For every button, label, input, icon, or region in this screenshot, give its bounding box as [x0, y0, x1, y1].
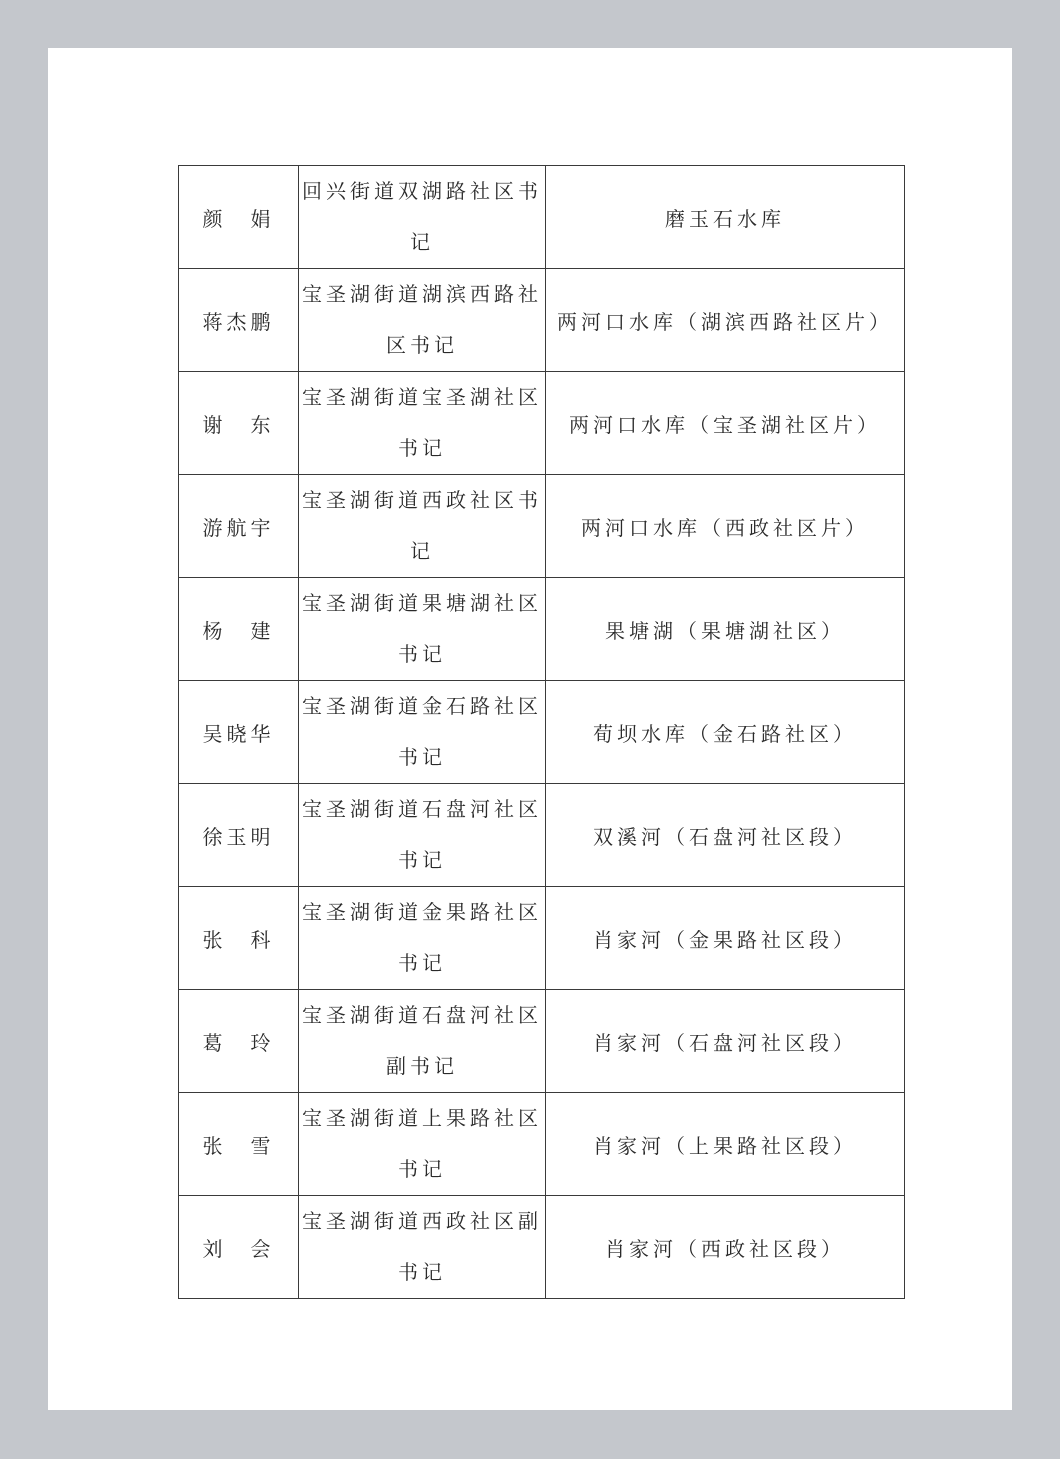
position-cell: 宝圣湖街道西政社区副书记	[299, 1196, 546, 1299]
river-chief-table	[178, 165, 905, 1299]
name-cell: 吴晓华	[179, 681, 299, 784]
table-row	[179, 578, 905, 681]
name-cell: 游航宇	[179, 475, 299, 578]
table-row	[179, 681, 905, 784]
position-cell: 宝圣湖街道果塘湖社区书记	[299, 578, 546, 681]
water-body-cell: 果塘湖（果塘湖社区）	[546, 578, 905, 681]
name-cell: 葛 玲	[179, 990, 299, 1093]
document-page	[48, 48, 1012, 1410]
name-cell: 杨 建	[179, 578, 299, 681]
water-body-cell: 双溪河（石盘河社区段）	[546, 784, 905, 887]
water-body-cell: 两河口水库（西政社区片）	[546, 475, 905, 578]
name-cell: 徐玉明	[179, 784, 299, 887]
table-row	[179, 475, 905, 578]
table-row	[179, 269, 905, 372]
table-row	[179, 1093, 905, 1196]
position-cell: 宝圣湖街道西政社区书记	[299, 475, 546, 578]
position-cell: 回兴街道双湖路社区书记	[299, 166, 546, 269]
name-cell: 张 雪	[179, 1093, 299, 1196]
water-body-cell: 荀坝水库（金石路社区）	[546, 681, 905, 784]
water-body-cell: 肖家河（上果路社区段）	[546, 1093, 905, 1196]
water-body-cell: 磨玉石水库	[546, 166, 905, 269]
table-row	[179, 166, 905, 269]
name-cell: 颜 娟	[179, 166, 299, 269]
name-cell: 谢 东	[179, 372, 299, 475]
table-row	[179, 372, 905, 475]
water-body-cell: 两河口水库（湖滨西路社区片）	[546, 269, 905, 372]
name-cell: 蒋杰鹏	[179, 269, 299, 372]
position-cell: 宝圣湖街道金果路社区书记	[299, 887, 546, 990]
table-row	[179, 887, 905, 990]
name-cell: 张 科	[179, 887, 299, 990]
position-cell: 宝圣湖街道湖滨西路社区书记	[299, 269, 546, 372]
table-row	[179, 784, 905, 887]
water-body-cell: 肖家河（石盘河社区段）	[546, 990, 905, 1093]
table-row	[179, 1196, 905, 1299]
position-cell: 宝圣湖街道石盘河社区副书记	[299, 990, 546, 1093]
position-cell: 宝圣湖街道金石路社区书记	[299, 681, 546, 784]
position-cell: 宝圣湖街道宝圣湖社区书记	[299, 372, 546, 475]
water-body-cell: 两河口水库（宝圣湖社区片）	[546, 372, 905, 475]
water-body-cell: 肖家河（西政社区段）	[546, 1196, 905, 1299]
position-cell: 宝圣湖街道上果路社区书记	[299, 1093, 546, 1196]
water-body-cell: 肖家河（金果路社区段）	[546, 887, 905, 990]
name-cell: 刘 会	[179, 1196, 299, 1299]
position-cell: 宝圣湖街道石盘河社区书记	[299, 784, 546, 887]
table-row	[179, 990, 905, 1093]
